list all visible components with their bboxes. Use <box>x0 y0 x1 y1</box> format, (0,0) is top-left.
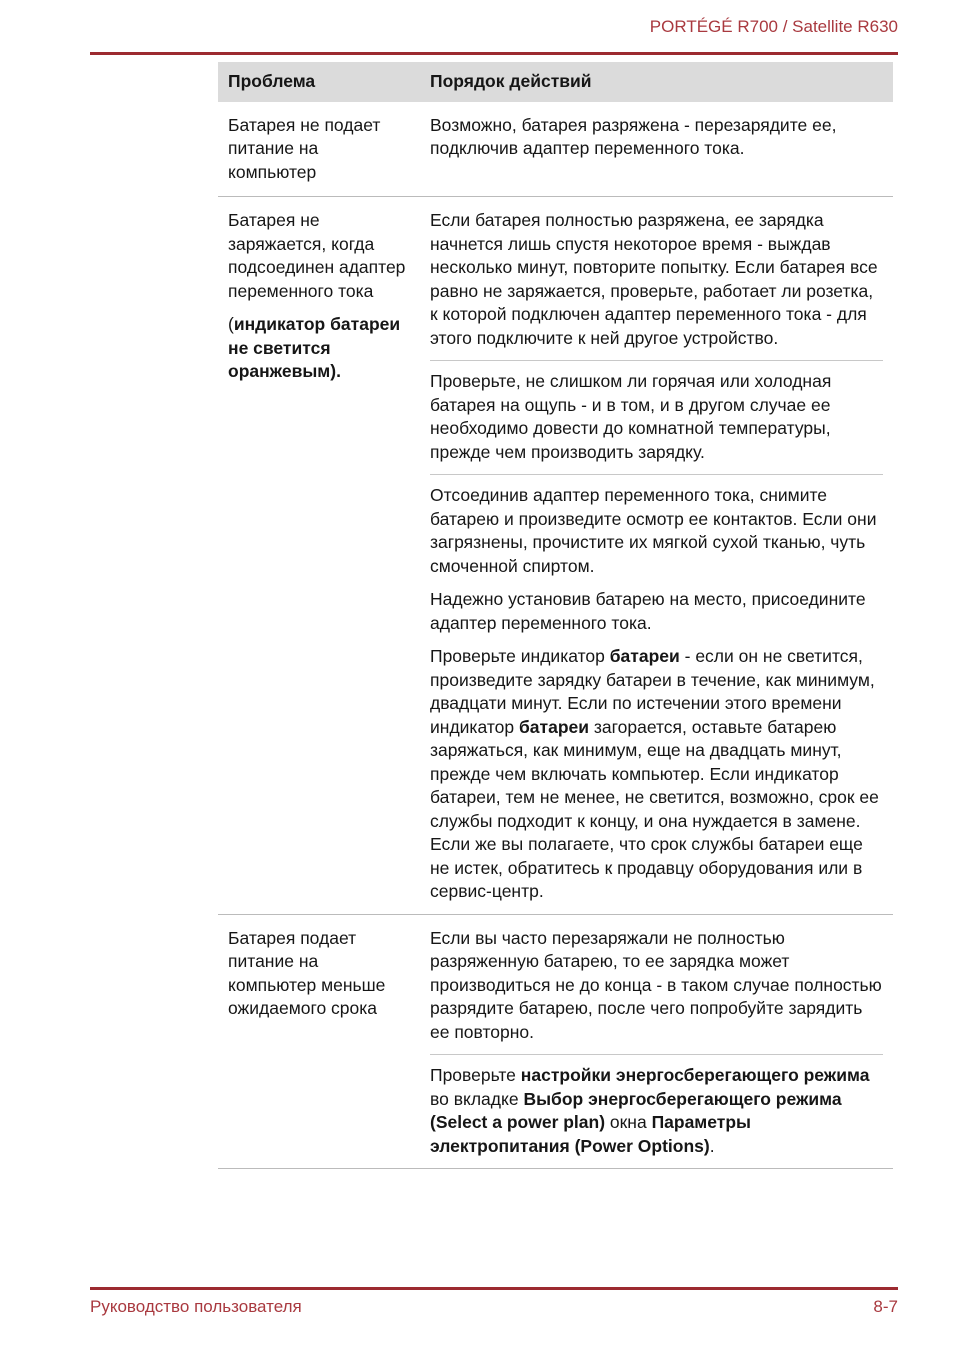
troubleshooting-table <box>218 62 893 1169</box>
bold-text-run: батареи <box>518 716 589 737</box>
column-header-actions: Порядок действий <box>430 71 592 91</box>
table-row <box>218 914 893 1169</box>
text-run: Отсоединив адаптер переменного тока, снимите батарею и произведите осмотр ее контактов. Если они загрязнены, прочистите их мягкой сухой тканью, чуть смоченной спиртом. <box>430 485 877 576</box>
text-run: Проверьте <box>430 1065 521 1085</box>
page-footer <box>90 1287 898 1317</box>
paragraph <box>228 114 410 185</box>
paragraph <box>228 927 410 1021</box>
action-subcell <box>430 915 883 1055</box>
action-subcell <box>430 102 883 171</box>
bold-text-run: Параметры электропитания (Power Options) <box>430 1112 751 1156</box>
paragraph <box>228 209 410 303</box>
text-run: Проверьте индикатор <box>430 646 610 666</box>
footer-page-number: 8-7 <box>873 1297 898 1316</box>
text-run: Надежно установив батарею на место, присоедините адаптер переменного тока. <box>430 589 866 633</box>
text-run: - если он не светится, произведите зарядку батареи в течение, как минимум, двадцати минут. Если по истечении этого времени индикатор <box>430 646 875 737</box>
actions-cell <box>420 102 893 197</box>
page-header <box>0 0 955 55</box>
action-subcell <box>430 474 883 914</box>
paragraph <box>430 1064 883 1158</box>
text-run: . <box>709 1135 715 1156</box>
bold-text-run: настройки энергосберегающего режима <box>520 1065 870 1085</box>
actions-cell <box>420 197 893 914</box>
table-row <box>218 102 893 197</box>
action-subcell <box>430 1054 883 1168</box>
text-run: Батарея не подает питание на компьютер <box>228 114 381 182</box>
footer-row <box>90 1297 898 1317</box>
paragraph <box>430 588 883 635</box>
paragraph <box>430 114 883 161</box>
problem-cell <box>218 197 420 914</box>
paragraph <box>228 313 410 384</box>
table-body <box>218 102 893 1169</box>
bold-text-run: Выбор энергосберегающего режима (Select a power plan) <box>430 1088 842 1132</box>
text-run: Возможно, батарея разряжена - перезарядите ее, подключив адаптер переменного тока. <box>430 114 837 158</box>
text-run: Проверьте, не слишком ли горячая или холодная батарея на ощупь - и в том, и в другом случае ее необходимо довести до комнатной температуры, прежде чем производить зарядку. <box>430 371 832 462</box>
actions-cell <box>420 915 893 1169</box>
table-header-row <box>218 62 893 102</box>
page-title: PORTÉGÉ R700 / Satellite R630 <box>649 17 898 36</box>
bold-text-run: индикатор батареи не светится оранжевым). <box>228 314 401 381</box>
text-run: Батарея подает питание на компьютер меньше ожидаемого срока <box>228 927 386 1018</box>
problem-cell <box>218 915 420 1169</box>
problem-cell <box>218 102 420 197</box>
footer-manual-label: Руководство пользователя <box>90 1297 302 1316</box>
header-rule <box>90 52 898 55</box>
text-run: Если вы часто перезаряжали не полностью разряженную батарею, то ее зарядка может производиться не до конца - в таком случае полностью разрядите батарею, после чего попробуйте зарядить ее повторно. <box>430 927 882 1042</box>
paragraph <box>430 370 883 464</box>
paragraph <box>430 484 883 578</box>
action-subcell <box>430 197 883 360</box>
bold-text-run: батареи <box>609 646 680 666</box>
action-subcell <box>430 360 883 474</box>
text-run: Если батарея полностью разряжена, ее зарядка начнется лишь спустя некоторое время - выждав несколько минут, повторите попытку. Если батарея все равно не заряжается, проверьте, работает ли розетка, к которой подключен адаптер переменного тока - для этого подключите к ней другое устройство. <box>430 210 878 348</box>
text-run: ( <box>228 314 234 334</box>
text-run: во вкладке <box>430 1088 524 1109</box>
table-row <box>218 196 893 914</box>
text-run: окна <box>605 1112 652 1132</box>
paragraph <box>430 209 883 350</box>
text-run: Батарея не заряжается, когда подсоединен адаптер переменного тока <box>228 210 406 301</box>
column-header-problem: Проблема <box>228 71 316 91</box>
paragraph <box>430 927 883 1045</box>
paragraph <box>430 645 883 904</box>
text-run: загорается, оставьте батарею заряжаться, как минимум, еще на двадцать минут, прежде чем включать компьютер. Если индикатор батареи, тем не менее, не светится, возможно, срок ее службы подходит к концу, и она нуждается в замене. Если же вы полагаете, что срок службы батареи еще не истек, обратитесь к продавцу оборудования или в сервис-центр. <box>430 716 879 901</box>
footer-rule <box>90 1287 898 1290</box>
